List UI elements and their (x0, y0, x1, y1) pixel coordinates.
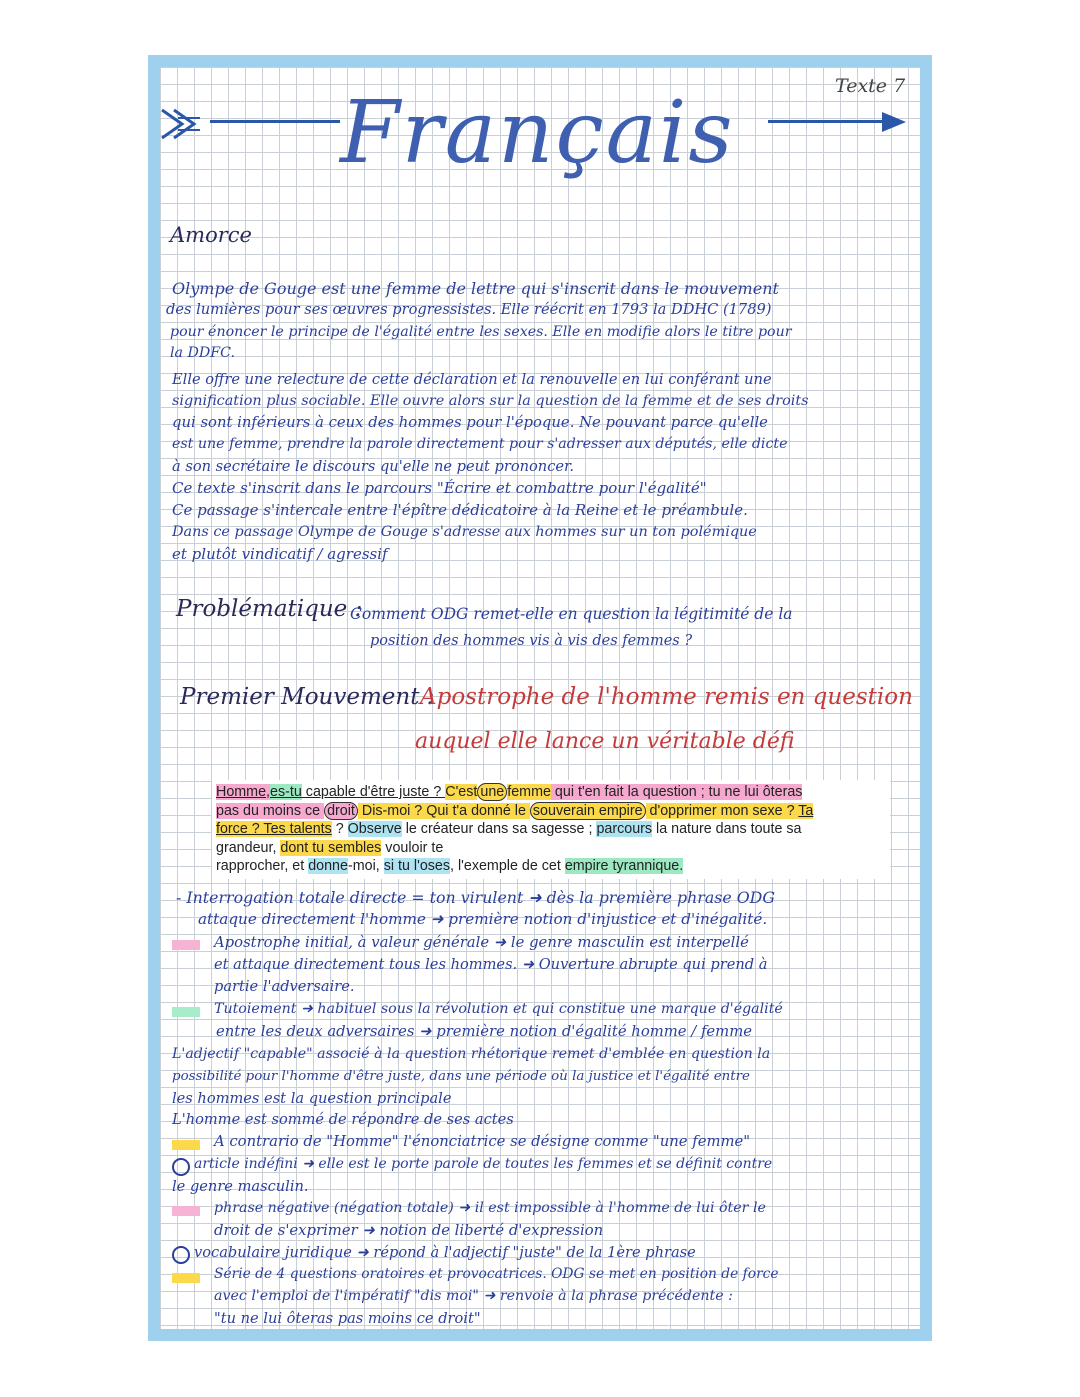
page-title: Français (340, 83, 735, 183)
note-line: Apostrophe initial, à valeur générale ➜ le genre masculin est interpellé (214, 934, 749, 951)
note-line: droit de s'exprimer ➜ notion de liberté d'expression (214, 1222, 604, 1239)
amorce-line: Ce passage s'intercale entre l'épître dédicatoire à la Reine et le préambule. (172, 501, 748, 519)
yellow-marker (172, 1273, 200, 1283)
highlight-blue: donne (308, 858, 348, 875)
pink-marker (172, 1206, 200, 1216)
mouvement-title-line: Apostrophe de l'homme remis en question (420, 684, 913, 710)
highlight-yellow: d'opprimer mon sexe ? (645, 802, 799, 819)
note-line: article indéfini ➜ elle est le porte parole de toutes les femmes et se définit contre (194, 1156, 773, 1172)
circle-marker-icon (172, 1158, 190, 1176)
problematique-label: Problématique : (176, 596, 363, 622)
note-line: partie l'adversaire. (214, 978, 355, 995)
note-line: L'homme est sommé de répondre de ses actes (172, 1111, 514, 1128)
note-line: les hommes est la question principale (172, 1090, 452, 1107)
highlight-blue: parcours (596, 821, 653, 838)
note-line: Série de 4 questions oratoires et provocatrices. ODG se met en position de force (214, 1266, 779, 1282)
circle-marker-icon (172, 1246, 190, 1264)
highlight-yellow: femme (507, 784, 551, 800)
amorce-line: Olympe de Gouge est une femme de lettre qui s'inscrit dans le mouvement (172, 279, 779, 298)
amorce-line: Dans ce passage Olympe de Gouge s'adresse aux hommes sur un ton polémique (172, 524, 757, 540)
problematique-line: Comment ODG remet-elle en question la légitimité de la (350, 605, 793, 623)
page-number-label: Texte 7 (835, 75, 906, 97)
amorce-line: à son secrétaire le discours qu'elle ne peut prononcer. (172, 458, 575, 475)
circled-word: souverain empire (530, 802, 646, 820)
arrow-fletching-icon (160, 108, 220, 140)
note-line: - Interrogation totale directe = ton virulent ➜ dès la première phrase ODG (176, 888, 775, 907)
highlight-blue: si tu l'oses (383, 858, 451, 875)
note-line: attaque directement l'homme ➜ première notion d'injustice et d'inégalité. (198, 910, 768, 928)
quote-text: grandeur, (216, 839, 281, 856)
note-line: possibilité pour l'homme d'être juste, dans une période où la justice et l'égalité entre (172, 1069, 750, 1084)
circled-word: droit (324, 802, 358, 820)
quote-text: , l'exemple de cet (450, 858, 565, 875)
problematique-line: position des hommes vis à vis des femmes ? (370, 633, 693, 649)
highlight-green: es-tu (270, 784, 302, 800)
highlight-yellow: C'est (445, 784, 478, 800)
highlight-yellow: Ta (798, 802, 814, 819)
note-line: et attaque directement tous les hommes. ➜ Ouverture abrupte qui prend à (214, 956, 768, 973)
arrow-head-icon (882, 110, 908, 134)
amorce-line: est une femme, prendre la parole directement pour s'adresser aux députés, elle dicte (172, 436, 788, 452)
note-line: Tutoiement ➜ habituel sous la révolution et qui constitue une marque d'égalité (214, 1001, 783, 1017)
highlight-green: empire tyrannique. (564, 858, 684, 875)
highlight-blue: Observe (347, 821, 402, 838)
pink-marker (172, 940, 200, 950)
highlight-yellow: dont tu sembles (280, 839, 382, 856)
note-line: A contrario de "Homme" l'énonciatrice se désigne comme "une femme" (214, 1133, 751, 1150)
note-line: phrase négative (négation totale) ➜ il est impossible à l'homme de lui ôter le (214, 1200, 766, 1216)
mouvement-title-line: auquel elle lance un véritable défi (415, 729, 795, 754)
amorce-line: des lumières pour ses œuvres progressistes. Elle réécrit en 1793 la DDHC (1789) (166, 301, 772, 318)
highlight-pink: qui t'en fait la question ; tu ne lui ôteras (550, 784, 803, 800)
note-line: avec l'emploi de l'impératif "dis moi" ➜ renvoie à la phrase précédente : (214, 1288, 733, 1304)
quote-text: capable d'être juste ? (301, 784, 446, 800)
amorce-label: Amorce (170, 223, 252, 247)
yellow-marker (172, 1140, 200, 1150)
arrow-shaft-right (768, 120, 888, 123)
quoted-passage (212, 780, 890, 879)
amorce-line: pour énoncer le principe de l'égalité entre les sexes. Elle en modifie alors le titre pour (170, 324, 792, 340)
quote-text: le créateur dans sa sagesse ; (401, 821, 597, 838)
mouvement-label: Premier Mouvement : (180, 684, 435, 710)
quote-text: -moi, (347, 858, 384, 875)
quote-text: la nature dans toute sa (652, 821, 802, 838)
amorce-line: qui sont inférieurs à ceux des hommes pour l'époque. Ne pouvant parce qu'elle (172, 414, 768, 431)
green-marker (172, 1007, 200, 1017)
highlight-yellow: force ? Tes talents (216, 821, 332, 838)
highlight-pink: pas du moins ce (216, 802, 325, 819)
highlight-yellow: Dis-moi ? Qui t'a donné le (357, 802, 530, 819)
note-line: L'adjectif "capable" associé à la question rhétorique remet d'emblée en question la (172, 1046, 771, 1062)
note-line: le genre masculin. (172, 1178, 309, 1195)
amorce-line: Ce texte s'inscrit dans le parcours "Écrire et combattre pour l'égalité" (172, 479, 707, 497)
highlight-pink: Homme, (216, 784, 271, 800)
note-line: "tu ne lui ôteras pas moins ce droit" (214, 1310, 481, 1327)
circled-word: une (477, 783, 507, 801)
amorce-line: la DDFC. (170, 345, 235, 361)
arrow-shaft-left (210, 120, 340, 123)
note-line: vocabulaire juridique ➜ répond à l'adjectif "juste" de la 1ère phrase (194, 1244, 696, 1261)
amorce-line: Elle offre une relecture de cette déclaration et la renouvelle en lui conférant une (172, 371, 772, 388)
amorce-line: signification plus sociable. Elle ouvre alors sur la question de la femme et de ses droits (172, 393, 809, 409)
quote-text: rapprocher, et (216, 858, 309, 875)
amorce-line: et plutôt vindicatif / agressif (172, 545, 388, 563)
note-line: entre les deux adversaires ➜ première notion d'égalité homme / femme (216, 1023, 752, 1040)
quote-text: ? (331, 821, 348, 838)
quote-text: vouloir te (381, 839, 444, 856)
